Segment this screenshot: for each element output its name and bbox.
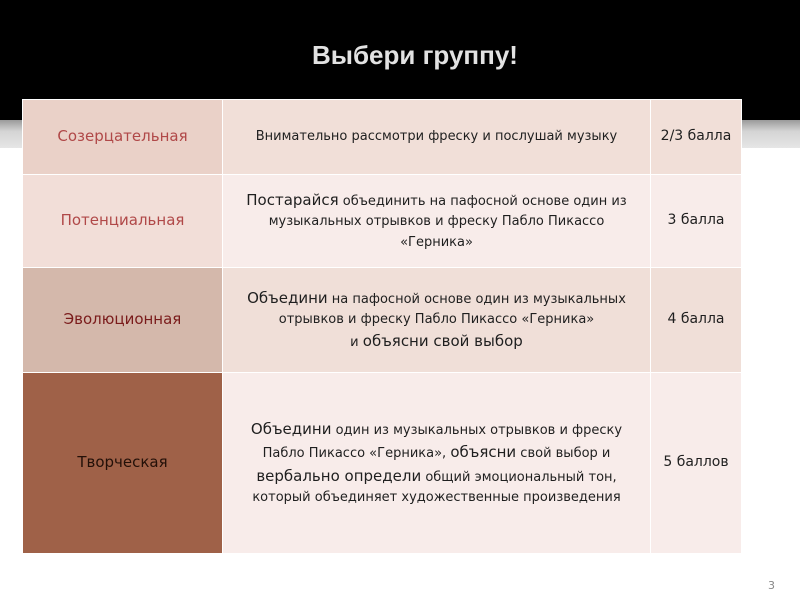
task-emphasis: объясни свой выбор	[362, 332, 523, 351]
table-row	[23, 268, 742, 373]
task-emphasis: Объедини	[250, 420, 332, 439]
task-text: свой выбор и	[516, 446, 611, 462]
task-cell	[223, 268, 651, 373]
points-cell: 3 балла	[651, 175, 742, 268]
task-emphasis: Объедини	[247, 288, 328, 307]
points-cell: 4 балла	[651, 268, 742, 373]
table-row	[23, 373, 742, 554]
task-text: один из музыкальных отрывков и фреску Пабло Пикассо «Герника»,	[262, 423, 623, 462]
category-cell: Потенциальная	[23, 175, 223, 268]
category-cell: Творческая	[23, 373, 223, 554]
task-text: объединить на пафосной основе один из музыкальных отрывков и фреску Пабло Пикассо «Герника»	[268, 194, 627, 250]
table-row	[23, 175, 742, 268]
task-text: общий эмоциональный тон, который объединяет художественные произведения	[252, 469, 621, 505]
points-cell: 2/3 балла	[651, 100, 742, 175]
category-cell: Эволюционная	[23, 268, 223, 373]
task-text: и	[350, 335, 363, 351]
task-text: Внимательно рассмотри фреску и послушай музыку	[255, 128, 618, 144]
category-cell: Созерцательная	[23, 100, 223, 175]
slide-title: Выбери группу!	[312, 40, 518, 70]
task-text: на пафосной основе один из музыкальных отрывков и фреску Пабло Пикассо «Герника»	[278, 291, 626, 327]
task-cell	[223, 100, 651, 175]
points-cell: 5 баллов	[651, 373, 742, 554]
task-cell	[223, 175, 651, 268]
slide-number: 3	[768, 579, 775, 592]
task-emphasis: вербально определи	[256, 466, 422, 485]
task-emphasis: объясни	[450, 443, 517, 462]
task-emphasis: Постарайся	[246, 191, 339, 210]
task-cell	[223, 373, 651, 554]
groups-table	[22, 99, 742, 554]
table-row	[23, 100, 742, 175]
